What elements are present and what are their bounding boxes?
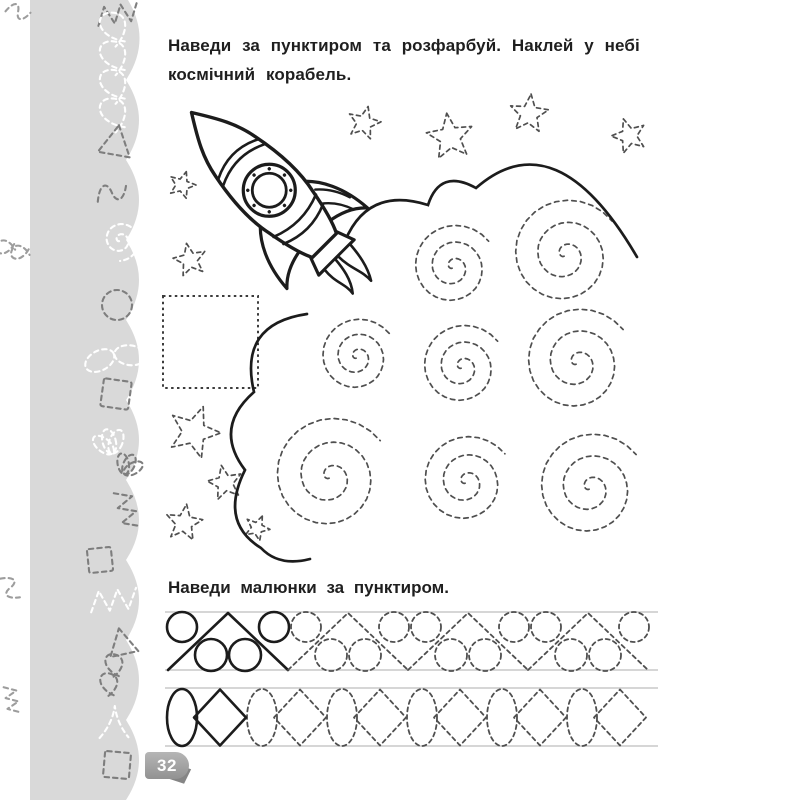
- trace-oval: [167, 689, 197, 746]
- trace-diamond: [354, 690, 406, 746]
- trace-diamond: [594, 690, 646, 746]
- page-number-badge: [145, 752, 189, 779]
- trace-oval: [487, 689, 517, 746]
- trace-star: [171, 172, 196, 199]
- trace-circle: [411, 612, 441, 642]
- trace-spiral: [542, 434, 637, 531]
- strip-doodle-squiggle: [5, 2, 32, 22]
- trace-oval: [407, 689, 437, 746]
- trace-spiral: [416, 225, 489, 300]
- trace-circle: [291, 612, 321, 642]
- trace-pattern-rows: [165, 612, 658, 746]
- instruction-bottom: Наведи малюнки за пунктиром.: [168, 578, 449, 597]
- trace-star: [511, 94, 549, 131]
- trace-circle: [435, 639, 467, 671]
- trace-star: [173, 243, 205, 275]
- trace-spiral: [425, 437, 505, 519]
- trace-circle: [167, 612, 197, 642]
- page-number: 32: [157, 755, 177, 775]
- trace-star: [167, 504, 203, 540]
- strip-doodle-zigzag: [4, 685, 21, 714]
- trace-oval: [247, 689, 277, 746]
- trace-oval: [567, 689, 597, 746]
- strip-doodle-squiggle: [0, 573, 23, 602]
- strip-doodle-loops: [0, 239, 31, 263]
- trace-diamond: [194, 690, 246, 746]
- trace-spiral: [425, 325, 498, 400]
- trace-circle: [499, 612, 529, 642]
- cloud-outline-top: [345, 165, 637, 257]
- trace-spiral: [323, 319, 389, 387]
- trace-circle: [379, 612, 409, 642]
- instruction-top: [168, 31, 678, 89]
- trace-diamond: [434, 690, 486, 746]
- trace-star: [611, 119, 644, 153]
- trace-circle: [259, 612, 289, 642]
- trace-circle: [589, 639, 621, 671]
- sticker-placement-square: [163, 296, 258, 388]
- trace-star: [172, 407, 221, 458]
- instruction-top-line1: Наведи за пунктиром та розфарбуй. Наклей у небі: [168, 36, 640, 55]
- trace-circle: [531, 612, 561, 642]
- trace-spiral: [516, 200, 612, 299]
- trace-spiral: [529, 309, 624, 406]
- trace-circle: [555, 639, 587, 671]
- trace-spiral: [277, 418, 380, 523]
- instruction-top-line2: космічний корабель.: [168, 65, 352, 84]
- trace-star: [426, 113, 471, 158]
- trace-star: [350, 107, 381, 139]
- decorative-side-strip: [0, 0, 150, 800]
- trace-circle: [349, 639, 381, 671]
- sky-tracing-scene: [151, 72, 643, 561]
- trace-circle: [619, 612, 649, 642]
- trace-diamond: [274, 690, 326, 746]
- trace-circle: [469, 639, 501, 671]
- trace-star: [246, 516, 270, 541]
- sticker-square-outline: [163, 296, 258, 388]
- rocket-illustration: [151, 72, 406, 327]
- cloud-outline-left: [231, 314, 310, 561]
- trace-diamond: [514, 690, 566, 746]
- trace-circle: [195, 639, 227, 671]
- trace-circle: [229, 639, 261, 671]
- trace-circle: [315, 639, 347, 671]
- trace-oval: [327, 689, 357, 746]
